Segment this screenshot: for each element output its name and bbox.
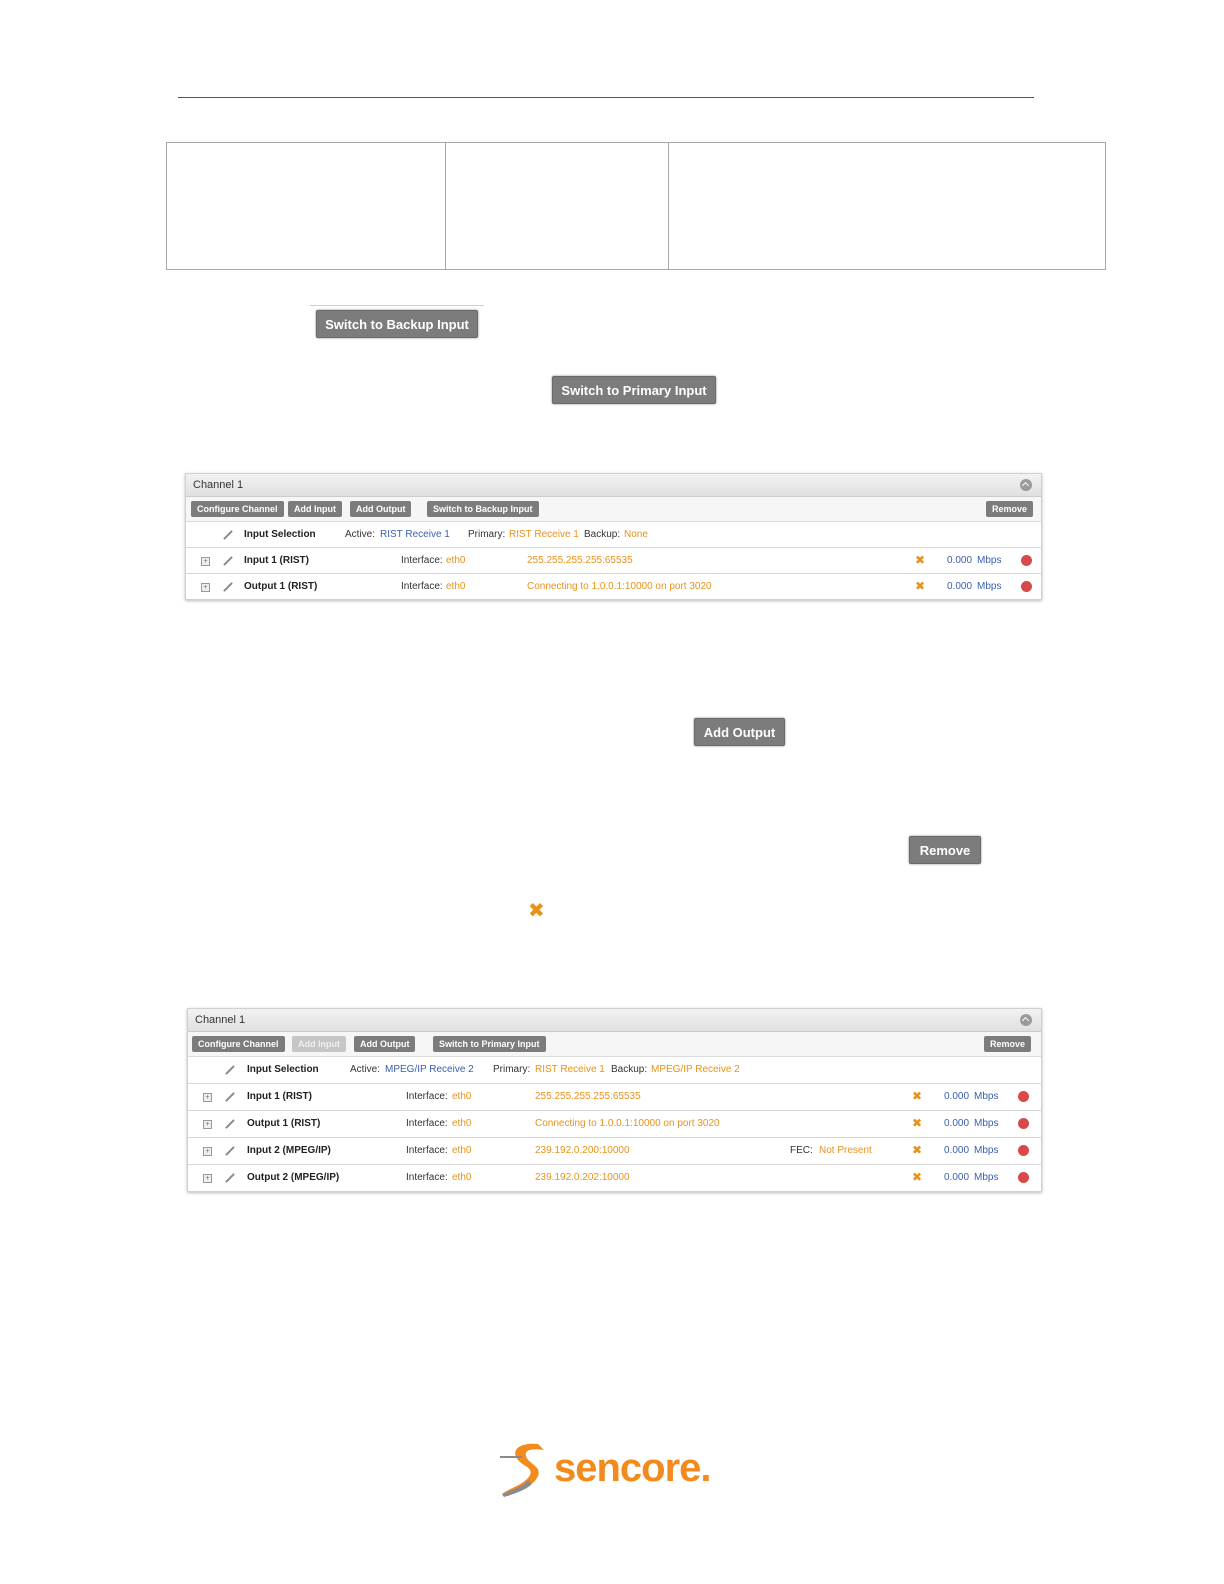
screenshot-edge <box>310 305 484 306</box>
list-item <box>188 1165 1041 1191</box>
expand-icon[interactable]: + <box>203 1093 212 1102</box>
address-value: Connecting to 1.0.0.1:10000 on port 3020 <box>535 1118 720 1129</box>
rate-unit: Mbps <box>977 555 1002 566</box>
channel-panel <box>187 1008 1042 1192</box>
rate-value: 0.000 <box>944 1172 970 1183</box>
backup-value: MPEG/IP Receive 2 <box>651 1064 740 1075</box>
remove-channel-button[interactable]: Remove <box>986 501 1033 517</box>
pencil-icon[interactable] <box>225 1092 235 1102</box>
list-item <box>188 1111 1041 1138</box>
list-item <box>186 574 1041 599</box>
primary-value: RIST Receive 1 <box>509 529 579 540</box>
x-icon: ✖ <box>528 898 545 922</box>
logo-mark-icon <box>498 1440 558 1500</box>
row-name: Input Selection <box>247 1064 319 1075</box>
row-name: Output 2 (MPEG/IP) <box>247 1172 340 1183</box>
interface-value: eth0 <box>452 1091 472 1102</box>
expand-icon[interactable]: + <box>201 583 210 592</box>
switch-to-backup-button[interactable]: Switch to Backup Input <box>316 310 478 338</box>
interface-label: Interface: <box>406 1145 448 1156</box>
address-value: 239.192.0.200:10000 <box>535 1145 630 1156</box>
table-cell <box>669 143 1105 269</box>
switch-to-primary-button[interactable]: Switch to Primary Input <box>552 376 716 404</box>
input-selection-row <box>188 1057 1041 1084</box>
status-dot-icon <box>1021 555 1032 566</box>
panel-title: Channel 1 <box>195 1014 246 1026</box>
rate-value: 0.000 <box>947 581 973 592</box>
expand-icon[interactable]: + <box>203 1120 212 1129</box>
interface-label: Interface: <box>401 581 443 592</box>
table-row <box>166 142 1106 270</box>
status-dot-icon <box>1018 1172 1029 1183</box>
collapse-icon[interactable] <box>1020 1014 1032 1026</box>
expand-icon[interactable]: + <box>203 1174 212 1183</box>
rate-value: 0.000 <box>944 1091 970 1102</box>
panel-title: Channel 1 <box>193 479 244 491</box>
add-input-button[interactable]: Add Input <box>288 501 342 517</box>
pencil-icon[interactable] <box>225 1146 235 1156</box>
rate-unit: Mbps <box>974 1118 999 1129</box>
backup-label: Backup: <box>584 529 621 540</box>
address-value: 255.255.255.255:65535 <box>527 555 633 566</box>
row-name: Input 2 (MPEG/IP) <box>247 1145 331 1156</box>
active-value: MPEG/IP Receive 2 <box>385 1064 474 1075</box>
address-value: Connecting to 1.0.0.1:10000 on port 3020 <box>527 581 712 592</box>
row-name: Output 1 (RIST) <box>247 1118 321 1129</box>
pencil-icon[interactable] <box>225 1119 235 1129</box>
fec-value: Not Present <box>819 1145 872 1156</box>
interface-label: Interface: <box>406 1118 448 1129</box>
status-dot-icon <box>1021 581 1032 592</box>
header-rule <box>178 97 1034 98</box>
interface-value: eth0 <box>446 581 466 592</box>
interface-value: eth0 <box>452 1118 472 1129</box>
x-icon[interactable]: ✖ <box>915 579 926 593</box>
channel-panel <box>185 473 1042 600</box>
remove-channel-button[interactable]: Remove <box>984 1036 1031 1052</box>
table-cell <box>167 143 446 269</box>
interface-label: Interface: <box>406 1091 448 1102</box>
status-dot-icon <box>1018 1118 1029 1129</box>
add-input-button[interactable]: Add Input <box>292 1036 346 1052</box>
pencil-icon[interactable] <box>223 582 233 592</box>
active-label: Active: <box>350 1064 381 1075</box>
row-name: Input 1 (RIST) <box>247 1091 312 1102</box>
pencil-icon[interactable] <box>225 1173 235 1183</box>
rate-unit: Mbps <box>974 1172 999 1183</box>
rate-unit: Mbps <box>974 1091 999 1102</box>
row-name: Output 1 (RIST) <box>244 581 318 592</box>
rate-value: 0.000 <box>944 1145 970 1156</box>
logo-text: sencore. <box>554 1446 711 1490</box>
add-output-button[interactable]: Add Output <box>354 1036 415 1052</box>
switch-input-button[interactable]: Switch to Primary Input <box>433 1036 546 1052</box>
pencil-icon[interactable] <box>225 1065 235 1075</box>
panel-header <box>188 1009 1041 1032</box>
list-item <box>186 548 1041 574</box>
configure-channel-button[interactable]: Configure Channel <box>192 1036 285 1052</box>
rate-unit: Mbps <box>977 581 1002 592</box>
backup-value: None <box>624 529 648 540</box>
interface-value: eth0 <box>452 1145 472 1156</box>
x-icon[interactable]: ✖ <box>912 1170 923 1184</box>
x-icon[interactable]: ✖ <box>912 1116 923 1130</box>
sencore-logo <box>498 1440 728 1500</box>
active-label: Active: <box>345 529 376 540</box>
active-value: RIST Receive 1 <box>380 529 450 540</box>
address-value: 255.255.255.255:65535 <box>535 1091 641 1102</box>
x-icon[interactable]: ✖ <box>912 1143 923 1157</box>
expand-icon[interactable]: + <box>201 557 210 566</box>
remove-button[interactable]: Remove <box>909 836 981 864</box>
row-name: Input 1 (RIST) <box>244 555 309 566</box>
rate-unit: Mbps <box>974 1145 999 1156</box>
list-item <box>188 1138 1041 1165</box>
panel-toolbar <box>186 497 1041 522</box>
pencil-icon[interactable] <box>223 530 233 540</box>
add-output-button[interactable]: Add Output <box>350 501 411 517</box>
panel-toolbar <box>188 1032 1041 1057</box>
row-name: Input Selection <box>244 529 316 540</box>
expand-icon[interactable]: + <box>203 1147 212 1156</box>
table-cell <box>446 143 669 269</box>
rate-value: 0.000 <box>947 555 973 566</box>
interface-value: eth0 <box>446 555 466 566</box>
fec-label: FEC: <box>790 1145 813 1156</box>
x-icon[interactable]: ✖ <box>915 553 926 567</box>
rate-value: 0.000 <box>944 1118 970 1129</box>
add-output-button[interactable]: Add Output <box>694 718 785 746</box>
primary-label: Primary: <box>468 529 506 540</box>
primary-value: RIST Receive 1 <box>535 1064 605 1075</box>
panel-header <box>186 474 1041 497</box>
input-selection-row <box>186 522 1041 548</box>
switch-input-button[interactable]: Switch to Backup Input <box>427 501 539 517</box>
interface-value: eth0 <box>452 1172 472 1183</box>
list-item <box>188 1084 1041 1111</box>
status-dot-icon <box>1018 1091 1029 1102</box>
status-dot-icon <box>1018 1145 1029 1156</box>
backup-label: Backup: <box>611 1064 648 1075</box>
collapse-icon[interactable] <box>1020 479 1032 491</box>
interface-label: Interface: <box>406 1172 448 1183</box>
configure-channel-button[interactable]: Configure Channel <box>191 501 284 517</box>
primary-label: Primary: <box>493 1064 531 1075</box>
x-icon[interactable]: ✖ <box>912 1089 923 1103</box>
pencil-icon[interactable] <box>223 556 233 566</box>
interface-label: Interface: <box>401 555 443 566</box>
address-value: 239.192.0.202:10000 <box>535 1172 630 1183</box>
